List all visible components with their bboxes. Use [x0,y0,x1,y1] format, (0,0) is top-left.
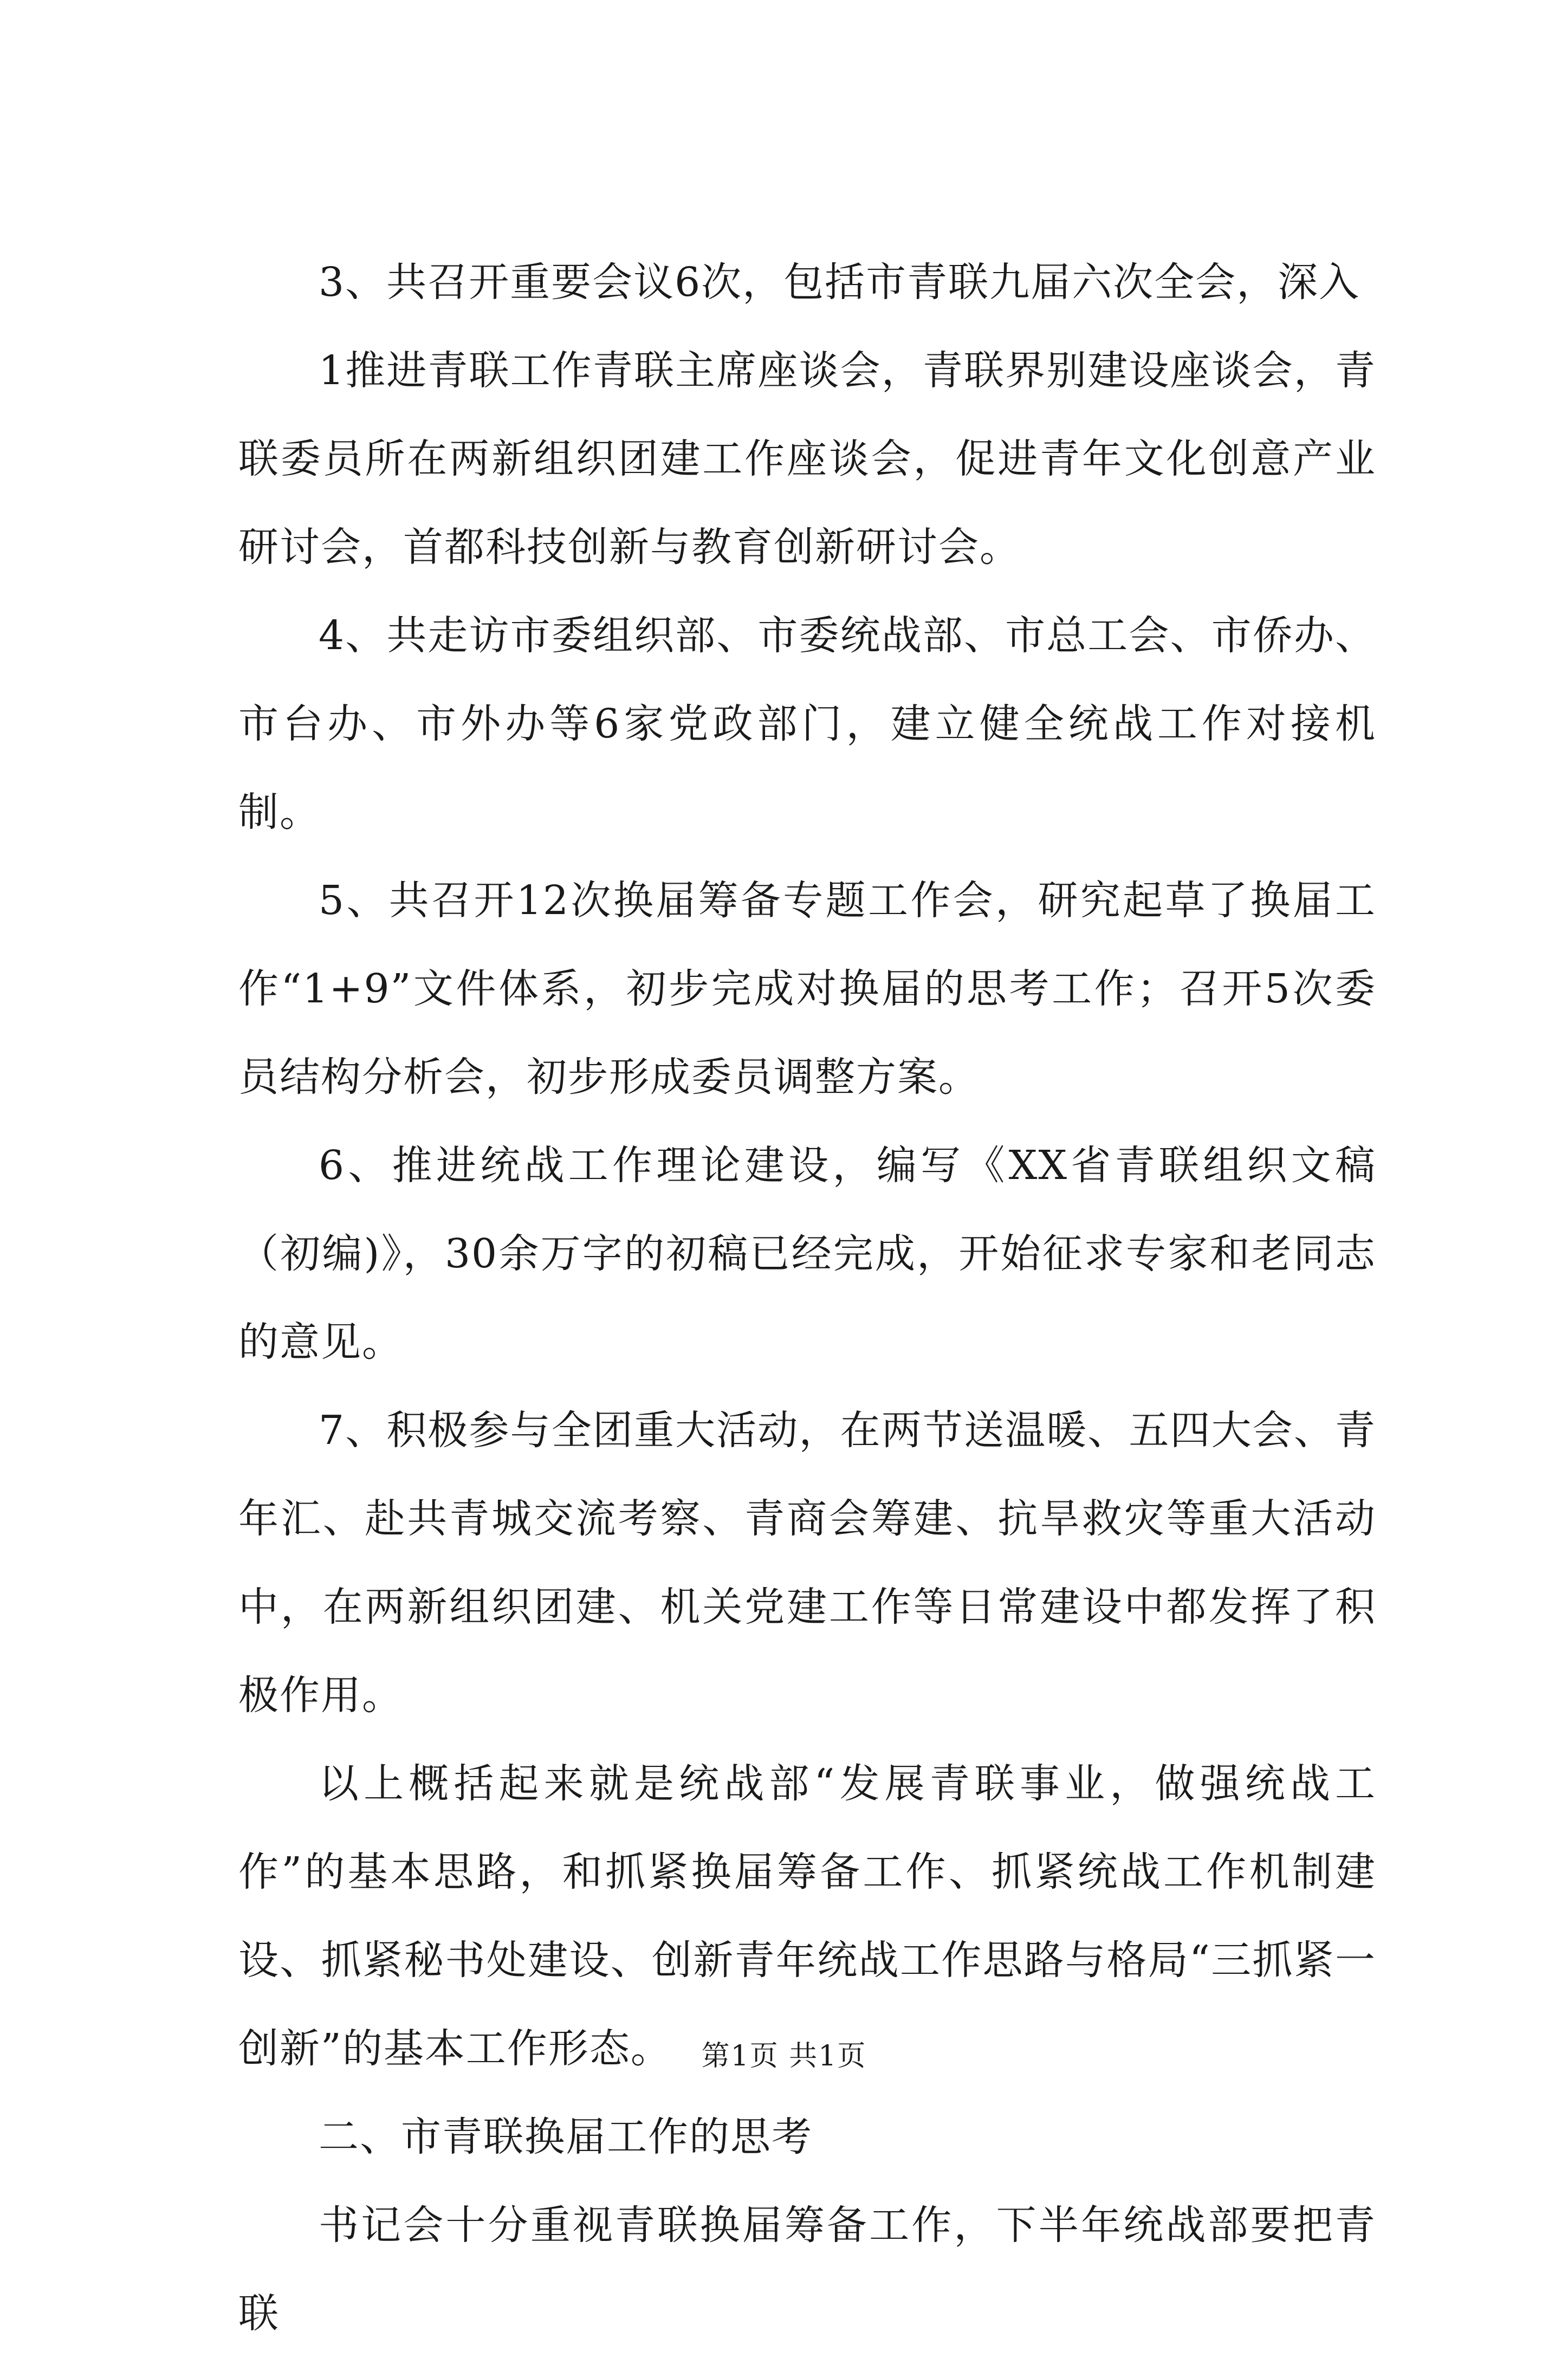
paragraph-item-7: 7、积极参与全团重大活动，在两节送温暖、五四大会、青年汇、赴共青城交流考察、青商会筹建、抗旱救灾等重大活动中，在两新组织团建、机关党建工作等日常建设中都发挥了积极作用。 [238,1407,1376,1719]
paragraph-item-6: 6、推进统战工作理论建设，编写《XX省青联组织文稿（初编)》，30余万字的初稿已经完成，开始征求专家和老同志的意见。 [238,1142,1376,1365]
paragraph-item-4: 4、共走访市委组织部、市委统战部、市总工会、市侨办、市台办、市外办等6家党政部门，建立健全统战工作对接机制。 [238,612,1376,835]
paragraph-item-3: 3、共召开重要会议6次，包括市青联九届六次全会，深入 [319,259,1360,306]
section-heading-2: 二、市青联换届工作的思考 [319,2114,813,2160]
paragraph-meetings-list: 1推进青联工作青联主席座谈会，青联界别建设座谈会，青联委员所在两新组织团建工作座谈会，促进青年文化创意产业研讨会，首都科技创新与教育创新研讨会。 [238,347,1376,571]
paragraph-summary: 以上概括起来就是统战部“发展青联事业，做强统战工作”的基本思路，和抓紧换届筹备工作、抓紧统战工作机制建设、抓紧秘书处建设、创新青年统战工作思路与格局“三抓紧一创新”的基本工作形态。 [238,1760,1376,2072]
paragraph-item-5: 5、共召开12次换届筹备专题工作会，研究起草了换届工作“1+9”文件体系，初步完成对换届的思考工作；召开5次委员结构分析会，初步形成委员调整方案。 [238,877,1376,1100]
paragraph-section-2-intro: 书记会十分重视青联换届筹备工作，下半年统战部要把青联 [238,2202,1376,2337]
page-number-footer: 第1页 共1页 [701,2040,867,2072]
